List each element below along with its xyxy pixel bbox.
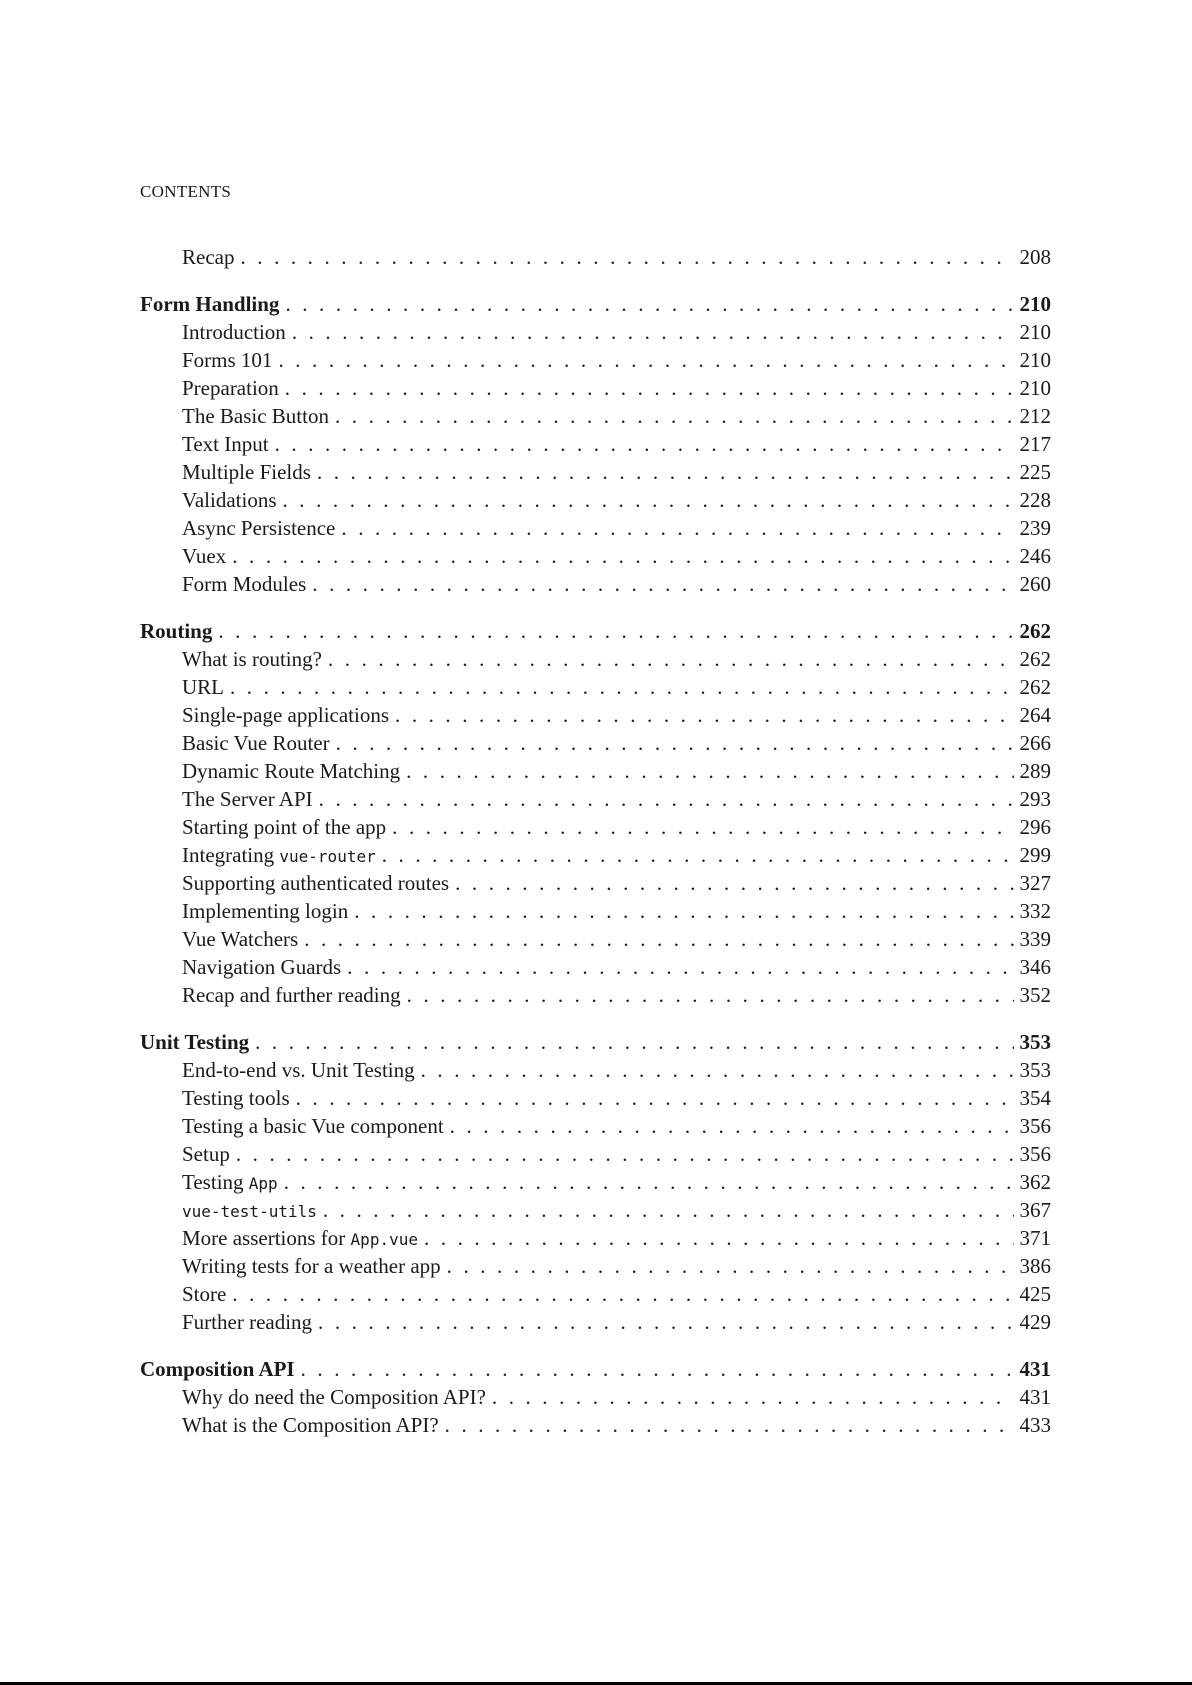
toc-entry-title <box>182 869 449 897</box>
toc-entry-title <box>182 1084 290 1112</box>
toc-section-entry[interactable] <box>140 1168 1051 1196</box>
toc-page-number: 327 <box>1019 871 1051 895</box>
dot-leader <box>317 458 1014 486</box>
toc-section-entry[interactable] <box>140 785 1051 813</box>
toc-page-number: 228 <box>1019 488 1051 512</box>
toc-entry-title <box>182 897 348 925</box>
dot-leader <box>319 785 1014 813</box>
toc-section-entry[interactable] <box>140 813 1051 841</box>
toc-entry-text: More assertions for <box>182 1226 351 1250</box>
toc-entry-text: Navigation Guards <box>182 955 342 979</box>
toc-page-number: 266 <box>1019 731 1051 755</box>
toc-entry-title <box>182 729 330 757</box>
toc-entry-title <box>182 402 329 430</box>
toc-entry-title <box>182 1056 415 1084</box>
dot-leader <box>301 1355 1014 1383</box>
toc-entry-code-text: App.vue <box>350 1230 418 1249</box>
toc-section-entry[interactable] <box>140 757 1051 785</box>
dot-leader <box>450 1112 1014 1140</box>
toc-entry-title <box>182 813 386 841</box>
toc-section-entry[interactable] <box>140 402 1051 430</box>
toc-page-number: 332 <box>1019 899 1051 923</box>
toc-entry-code-text: vue-test-utils <box>182 1202 317 1221</box>
dot-leader <box>304 925 1013 953</box>
toc-entry-text: Recap <box>182 245 235 269</box>
toc-entry-title <box>182 514 335 542</box>
dot-leader <box>232 1280 1013 1308</box>
dot-leader <box>296 1084 1014 1112</box>
toc-entry-text: Single-page applications <box>182 703 390 727</box>
dot-leader <box>323 1196 1014 1224</box>
toc-chapter-entry[interactable] <box>140 290 1051 318</box>
toc-page-number: 354 <box>1019 1086 1051 1110</box>
toc-page-number: 262 <box>1019 619 1051 643</box>
toc-entry-title <box>182 1280 226 1308</box>
toc-section-entry[interactable] <box>140 318 1051 346</box>
toc-section-entry[interactable] <box>140 346 1051 374</box>
toc-entry-title <box>182 673 224 701</box>
toc-section-entry[interactable] <box>140 570 1051 598</box>
toc-page-number: 356 <box>1019 1114 1051 1138</box>
dot-leader <box>335 402 1014 430</box>
toc-chapter-entry[interactable] <box>140 617 1051 645</box>
toc-entry-title <box>182 1411 439 1439</box>
toc-page-number: 225 <box>1019 460 1051 484</box>
toc-entry-title <box>182 570 306 598</box>
dot-leader <box>354 897 1013 925</box>
toc-page-number: 433 <box>1019 1413 1051 1437</box>
toc-section-entry[interactable] <box>140 1140 1051 1168</box>
toc-section-entry[interactable] <box>140 1112 1051 1140</box>
toc-entry-text: Validations <box>182 488 277 512</box>
toc-entry-text: Text Input <box>182 432 269 456</box>
toc-entry-title <box>140 1028 249 1056</box>
toc-entry-title <box>182 953 341 981</box>
dot-leader <box>447 1252 1014 1280</box>
dot-leader <box>292 318 1014 346</box>
toc-entry-text: Preparation <box>182 376 279 400</box>
toc-entry-title <box>182 1112 444 1140</box>
dot-leader <box>406 757 1013 785</box>
toc-entry-title <box>140 1355 295 1383</box>
dot-leader <box>284 1168 1014 1196</box>
toc-entry-text: Writing tests for a weather app <box>182 1254 441 1278</box>
toc-section-entry[interactable] <box>140 1224 1051 1252</box>
toc-page-number: 210 <box>1019 320 1051 344</box>
toc-section-entry[interactable] <box>140 374 1051 402</box>
toc-entry-text: Testing a basic Vue component <box>182 1114 444 1138</box>
toc-entry-text: Supporting authenticated routes <box>182 871 450 895</box>
toc-page-number: 353 <box>1019 1058 1051 1082</box>
toc-entry-title <box>182 243 234 271</box>
dot-leader <box>445 1411 1014 1439</box>
toc-entry-title <box>182 1224 418 1254</box>
dot-leader <box>341 514 1013 542</box>
toc-entry-title <box>182 1308 312 1336</box>
dot-leader <box>283 486 1014 514</box>
toc-entry-title <box>182 981 401 1009</box>
toc-page-number: 339 <box>1019 927 1051 951</box>
toc-entry-title <box>182 542 226 570</box>
running-header: CONTENTS <box>140 182 232 201</box>
toc-entry-title <box>182 346 272 374</box>
toc-page-number: 239 <box>1019 516 1051 540</box>
dot-leader <box>285 374 1014 402</box>
toc-entry-title <box>140 290 279 318</box>
dot-leader <box>275 430 1014 458</box>
dot-leader <box>395 701 1013 729</box>
toc-entry-text: Implementing login <box>182 899 349 923</box>
toc-section-entry[interactable] <box>140 841 1051 869</box>
toc-section-entry[interactable] <box>140 701 1051 729</box>
toc-entry-text: End-to-end vs. Unit Testing <box>182 1058 415 1082</box>
toc-entry-text: Composition API <box>140 1357 295 1381</box>
toc-entry-text: What is routing? <box>182 647 322 671</box>
toc-section-entry[interactable] <box>140 869 1051 897</box>
toc-entry-text: Further reading <box>182 1310 313 1334</box>
toc-entry-title <box>182 925 298 953</box>
dot-leader <box>336 729 1014 757</box>
dot-leader <box>230 673 1014 701</box>
toc-page-number: 431 <box>1019 1357 1051 1381</box>
toc-page-number: 210 <box>1019 292 1051 316</box>
toc-page-number: 208 <box>1019 245 1051 269</box>
dot-leader <box>255 1028 1013 1056</box>
dot-leader <box>278 346 1013 374</box>
toc-section-entry[interactable] <box>140 981 1051 1009</box>
toc-section-entry[interactable] <box>140 673 1051 701</box>
toc-section-entry[interactable] <box>140 1411 1051 1439</box>
toc-entry-title <box>182 1140 230 1168</box>
toc-page-number: 210 <box>1019 376 1051 400</box>
dot-leader <box>421 1056 1014 1084</box>
toc-section-entry[interactable] <box>140 1056 1051 1084</box>
table-of-contents <box>140 243 1051 1439</box>
dot-leader <box>492 1383 1014 1411</box>
toc-page-number: 217 <box>1019 432 1051 456</box>
toc-entry-text: Integrating <box>182 843 280 867</box>
toc-entry-title <box>182 486 277 514</box>
dot-leader <box>455 869 1013 897</box>
toc-entry-text: Starting point of the app <box>182 815 387 839</box>
dot-leader <box>240 243 1013 271</box>
toc-entry-text: Routing <box>140 619 213 643</box>
toc-entry-text: Testing tools <box>182 1086 290 1110</box>
toc-page-number: 210 <box>1019 348 1051 372</box>
dot-leader <box>347 953 1013 981</box>
toc-entry-title <box>140 617 212 645</box>
toc-page-number: 246 <box>1019 544 1051 568</box>
toc-section-entry[interactable] <box>140 645 1051 673</box>
toc-section-entry[interactable] <box>140 925 1051 953</box>
toc-page-number: 293 <box>1019 787 1051 811</box>
toc-section-entry[interactable] <box>140 1383 1051 1411</box>
toc-entry-text: Unit Testing <box>140 1030 250 1054</box>
toc-page-number: 425 <box>1019 1282 1051 1306</box>
toc-section-entry[interactable] <box>140 430 1051 458</box>
toc-entry-text: URL <box>182 675 224 699</box>
toc-entry-title <box>182 1383 486 1411</box>
dot-leader <box>236 1140 1014 1168</box>
toc-page-number: 431 <box>1019 1385 1051 1409</box>
toc-entry-text: Multiple Fields <box>182 460 311 484</box>
toc-entry-text: The Server API <box>182 787 313 811</box>
dot-leader <box>424 1224 1014 1252</box>
toc-section-entry[interactable] <box>140 243 1051 271</box>
toc-entry-title <box>182 430 269 458</box>
toc-page-number: 262 <box>1019 647 1051 671</box>
toc-entry-title <box>182 785 313 813</box>
toc-entry-text: Form Modules <box>182 572 307 596</box>
dot-leader <box>328 645 1014 673</box>
toc-entry-text: Recap and further reading <box>182 983 401 1007</box>
toc-section-entry[interactable] <box>140 1252 1051 1280</box>
toc-entry-title <box>182 757 400 785</box>
toc-section-entry[interactable] <box>140 897 1051 925</box>
toc-entry-code-text: vue-router <box>279 847 376 866</box>
toc-entry-title <box>182 841 376 871</box>
toc-entry-text: Forms 101 <box>182 348 273 372</box>
toc-page-number: 367 <box>1019 1198 1051 1222</box>
toc-entry-text: Introduction <box>182 320 286 344</box>
dot-leader <box>218 617 1013 645</box>
toc-page-number: 260 <box>1019 572 1051 596</box>
toc-section-entry[interactable] <box>140 1280 1051 1308</box>
toc-entry-title <box>182 1252 441 1280</box>
toc-entry-title <box>182 1196 317 1226</box>
dot-leader <box>407 981 1014 1009</box>
toc-section-entry[interactable] <box>140 953 1051 981</box>
toc-section-entry[interactable] <box>140 542 1051 570</box>
toc-entry-text: What is the Composition API? <box>182 1413 439 1437</box>
toc-entry-text: Setup <box>182 1142 230 1166</box>
toc-page-number: 352 <box>1019 983 1051 1007</box>
toc-entry-text: The Basic Button <box>182 404 329 428</box>
toc-page-number: 356 <box>1019 1142 1051 1166</box>
toc-entry-code-text: App <box>248 1174 278 1193</box>
toc-entry-text: Why do need the Composition API? <box>182 1385 486 1409</box>
toc-page-number: 262 <box>1019 675 1051 699</box>
toc-page-number: 353 <box>1019 1030 1051 1054</box>
toc-section-entry[interactable] <box>140 486 1051 514</box>
dot-leader <box>232 542 1013 570</box>
toc-section-entry[interactable] <box>140 1308 1051 1336</box>
toc-section-entry[interactable] <box>140 1196 1051 1224</box>
toc-page-number: 212 <box>1019 404 1051 428</box>
toc-entry-text: Async Persistence <box>182 516 336 540</box>
toc-entry-title <box>182 458 311 486</box>
dot-leader <box>285 290 1013 318</box>
toc-page-number: 296 <box>1019 815 1051 839</box>
dot-leader <box>318 1308 1013 1336</box>
toc-section-entry[interactable] <box>140 1084 1051 1112</box>
toc-page-number: 289 <box>1019 759 1051 783</box>
toc-chapter-entry[interactable] <box>140 1028 1051 1056</box>
toc-chapter-entry[interactable] <box>140 1355 1051 1383</box>
toc-page-number: 362 <box>1019 1170 1051 1194</box>
toc-section-entry[interactable] <box>140 729 1051 757</box>
toc-entry-title <box>182 701 389 729</box>
toc-page-number: 264 <box>1019 703 1051 727</box>
toc-page-number: 371 <box>1019 1226 1051 1250</box>
toc-entry-text: Testing <box>182 1170 249 1194</box>
dot-leader <box>312 570 1013 598</box>
toc-section-entry[interactable] <box>140 458 1051 486</box>
toc-page-number: 299 <box>1019 843 1051 867</box>
toc-section-entry[interactable] <box>140 514 1051 542</box>
dot-leader <box>382 841 1014 869</box>
toc-page-number: 386 <box>1019 1254 1051 1278</box>
toc-entry-text: Form Handling <box>140 292 280 316</box>
toc-entry-title <box>182 645 322 673</box>
toc-entry-text: Basic Vue Router <box>182 731 330 755</box>
dot-leader <box>392 813 1013 841</box>
toc-entry-text: Store <box>182 1282 227 1306</box>
toc-entry-title <box>182 374 279 402</box>
toc-entry-title <box>182 318 286 346</box>
toc-page-number: 429 <box>1019 1310 1051 1334</box>
toc-entry-text: Vue Watchers <box>182 927 299 951</box>
toc-entry-text: Dynamic Route Matching <box>182 759 401 783</box>
toc-page-number: 346 <box>1019 955 1051 979</box>
toc-entry-text: Vuex <box>182 544 227 568</box>
toc-entry-title <box>182 1168 278 1198</box>
